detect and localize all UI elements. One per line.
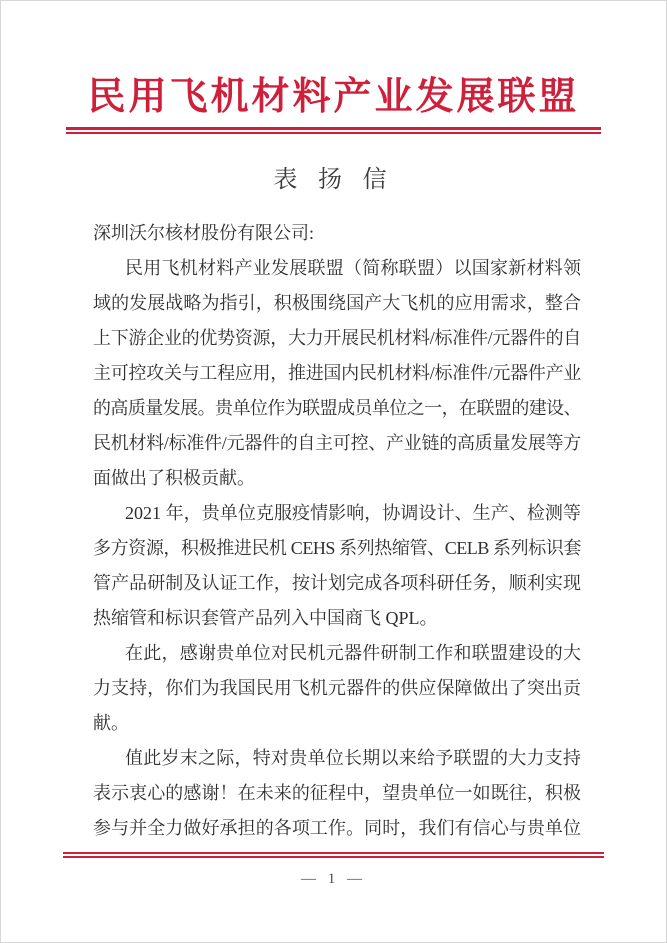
body-line: 管产品研制及认证工作，按计划完成各项科研任务，顺利实现 [93, 573, 581, 593]
body-line: 的高质量发展。贵单位作为联盟成员单位之一，在联盟的建设、 [93, 398, 581, 418]
body-line: 献。 [93, 713, 129, 733]
body-line: 2021 年，贵单位克服疫情影响，协调设计、生产、检测等 [125, 503, 581, 523]
paragraphs-container [93, 251, 581, 846]
body-line: 在此，感谢贵单位对民机元器件研制工作和联盟建设的大 [125, 643, 581, 663]
body-line: 民机材料/标准件/元器件的自主可控、产业链的高质量发展等方 [93, 433, 581, 453]
body-line: 表示衷心的感谢！在未来的征程中，望贵单位一如既往，积极 [93, 783, 581, 803]
page-number: — 1 — [301, 871, 366, 887]
body-line: 主可控攻关与工程应用，推进国内民机材料/标准件/元器件产业 [93, 363, 581, 383]
body-line: 热缩管和标识套管产品列入中国商飞 QPL。 [93, 608, 438, 628]
footer-double-rule [63, 852, 604, 858]
body-line: 参与并全力做好承担的各项工作。同时，我们有信心与贵单位 [93, 818, 581, 838]
body-line: 上下游企业的优势资源，大力开展民机材料/标准件/元器件的自 [93, 328, 581, 348]
body-line: 面做出了积极贡献。 [93, 468, 255, 488]
salutation: 深圳沃尔核材股份有限公司: [93, 223, 314, 243]
body-line: 力支持，你们为我国民用飞机元器件的供应保障做出了突出贡 [93, 678, 581, 698]
body-line: 域的发展战略为指引，积极围绕国产大飞机的应用需求，整合 [93, 293, 581, 313]
body-line: 民用飞机材料产业发展联盟（简称联盟）以国家新材料领 [125, 258, 581, 278]
body-line: 多方资源，积极推进民机 CEHS 系列热缩管、CELB 系列标识套 [93, 538, 581, 558]
header-double-rule [66, 127, 601, 134]
org-name-title: 民用飞机材料产业发展联盟 [87, 76, 580, 118]
letter-body [93, 216, 581, 846]
page-footer [63, 852, 604, 888]
letter-title: 表 扬 信 [273, 166, 394, 193]
body-line: 值此岁末之际，特对贵单位长期以来给予联盟的大力支持 [125, 748, 581, 768]
